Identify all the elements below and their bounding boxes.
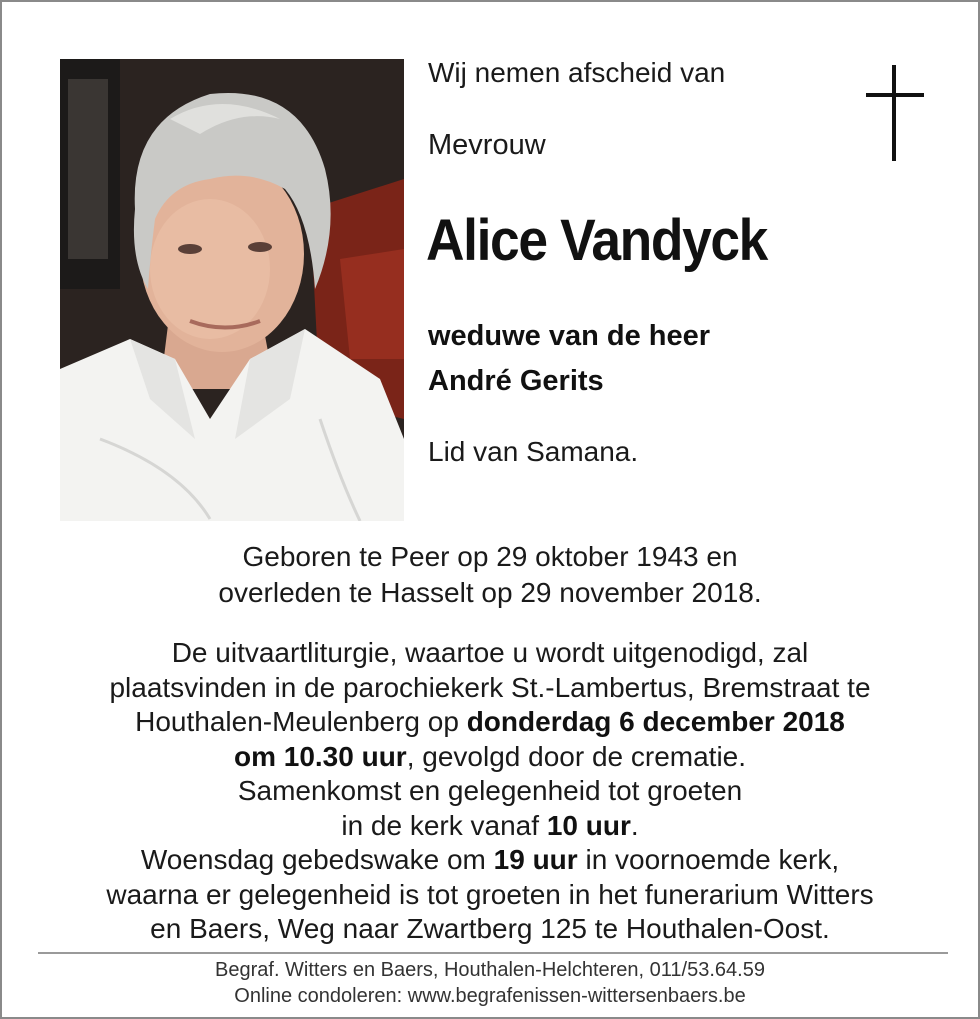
deceased-name: Alice Vandyck	[426, 208, 767, 273]
spouse-line-1: weduwe van de heer	[428, 320, 711, 352]
funeral-home-line: Begraf. Witters en Baers, Houthalen-Helchteren, 011/53.64.59	[215, 959, 765, 981]
spouse-info	[428, 314, 710, 404]
ceremony-line-5: Samenkomst en gelegenheid tot groeten	[237, 775, 743, 806]
birth-line: Geboren te Peer op 29 oktober 1943 en	[242, 541, 738, 572]
ceremony-date: donderdag 6 december 2018	[466, 706, 845, 737]
ceremony-line-2: plaatsvinden in de parochiekerk St.-Lambertus, Bremstraat te	[109, 671, 871, 703]
portrait-photo	[60, 59, 404, 521]
ceremony-line-6: in de kerk vanaf 10 uur.	[341, 809, 639, 841]
death-line: overleden te Hasselt op 29 november 2018.	[218, 577, 762, 608]
honorific: Mevrouw	[428, 129, 546, 161]
ceremony-line-7: Woensdag gebedswake om 19 uur in voornoemde kerk,	[140, 844, 840, 875]
membership-text: Lid van Samana.	[428, 436, 639, 467]
gathering-time: 10 uur	[546, 809, 631, 841]
ceremony-line-1: De uitvaartliturgie, waartoe u wordt uitgenodigd, zal	[171, 637, 809, 668]
life-dates	[2, 539, 978, 611]
spouse-line-2: André Gerits	[428, 365, 604, 397]
ceremony-line-3: Houthalen-Meulenberg op donderdag 6 december 2018	[135, 706, 845, 737]
footer	[2, 957, 978, 1009]
footer-divider	[38, 952, 948, 954]
ceremony-time: om 10.30 uur	[233, 740, 407, 772]
ceremony-line-9: en Baers, Weg naar Zwartberg 125 te Houthalen-Oost.	[150, 913, 830, 944]
intro-text: Wij nemen afscheid van	[428, 57, 726, 88]
cross-icon	[866, 65, 924, 161]
ceremony-line-4: om 10.30 uur, gevolgd door de crematie.	[233, 740, 747, 772]
online-condolence-line[interactable]: Online condoleren: www.begrafenissen-wittersenbaers.be	[234, 985, 746, 1007]
ceremony-line-8: waarna er gelegenheid is tot groeten in het funerarium Witters	[106, 878, 874, 910]
ceremony-text	[2, 636, 978, 947]
wake-time: 19 uur	[493, 844, 578, 875]
